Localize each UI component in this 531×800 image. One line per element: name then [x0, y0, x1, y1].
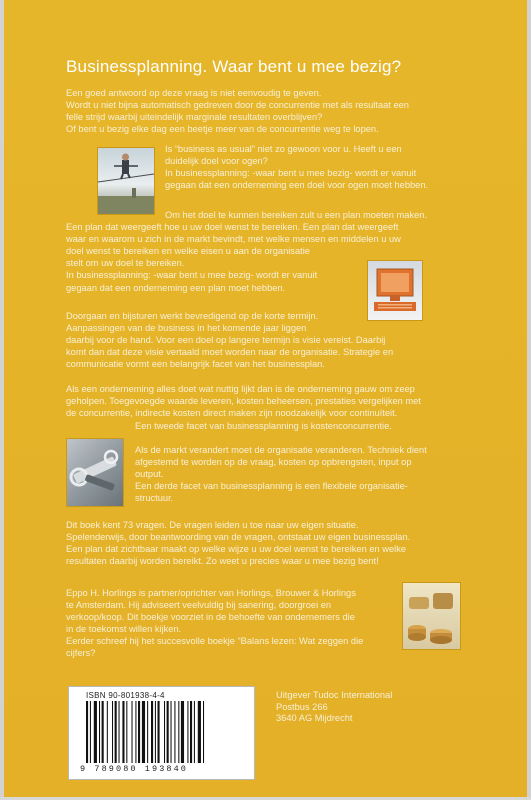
publisher-name: Uitgever Tudoc International — [276, 690, 393, 700]
coins-image — [402, 582, 461, 650]
barcode-bar — [155, 701, 156, 763]
text-line: In businessplanning: -waar bent u mee bezig- wordt er vanuit — [66, 270, 318, 281]
barcode-bar — [122, 701, 124, 763]
author-paragraph — [66, 587, 363, 660]
barcode-bar — [198, 701, 201, 763]
barcode-bar — [115, 701, 117, 763]
barcode-bar — [187, 701, 188, 763]
cost-facet-line — [135, 420, 392, 432]
isbn-number: ISBN 90-801938-4-4 — [86, 691, 165, 700]
barcode-bar — [194, 701, 195, 763]
tightrope-walker-image — [97, 147, 155, 215]
barcode-bar — [99, 701, 100, 763]
text-line: de concurrentie, indirecte kosten direct maken zijn noodzakelijk voor continuïteit. — [66, 408, 398, 419]
text-line: felle strijd waarbij uiteindelijk marginale resultaten overblijven? — [66, 112, 323, 123]
barcode-bar — [171, 701, 172, 763]
text-line: Een tweede facet van businessplanning is kostenconcurrentie. — [135, 421, 392, 431]
barcode-bar — [119, 701, 120, 763]
text-line: structuur. — [135, 493, 174, 504]
text-line: In businessplanning: -waar bent u mee bezig- wordt er vanuit — [165, 168, 417, 179]
text-line: waar en waarom u zich in de markt bevindt, met welke mensen en middelen u uw — [66, 234, 401, 245]
barcode-digits: 9 789080 193840 — [80, 764, 189, 774]
right-edge — [527, 0, 531, 800]
publisher-city: 3640 AG Mijdrecht — [276, 713, 353, 723]
barcode-bar — [142, 701, 145, 763]
text-line: daarbij voor de hand. Voor een doel op langere termijn is visie vereist. Daarbij — [66, 335, 386, 346]
barcode-bar — [112, 701, 113, 763]
barcode-bar — [102, 701, 104, 763]
text-line: geholpen. Toegevoegde waarde leveren, kosten beheersen, prestaties vergelijken met — [66, 396, 421, 407]
text-line: Aanpassingen van de business in het komende jaar liggen — [66, 323, 307, 334]
intro-paragraph — [66, 87, 409, 135]
text-line: Als de markt verandert moet de organisatie veranderen. Techniek dient — [135, 445, 427, 455]
goal-paragraph — [165, 143, 428, 191]
text-line: Wordt u niet bijna automatisch gedreven door de concurrentie met als resultaat een — [66, 100, 409, 111]
barcode-bar — [164, 701, 165, 763]
text-line: in de toekomst willen kijken. — [66, 624, 182, 635]
text-line: cijfers? — [66, 648, 96, 659]
text-line: Om het doel te kunnen bereiken zult u een plan moeten maken. — [165, 210, 428, 220]
text-line: duidelijk doel voor ogen? — [165, 156, 268, 167]
barcode-bar — [135, 701, 136, 763]
text-line: Een plan dat zichtbaar maakt op welke wijze u uw doel wenst te bereiken en welke — [66, 544, 407, 555]
cover-title: Businessplanning. Waar bent u mee bezig? — [66, 57, 402, 76]
barcode-bar — [190, 701, 192, 763]
book-summary-paragraph — [66, 519, 410, 567]
text-line: afgestemd te worden op de vraag, kosten op opbrengsten, input op — [135, 457, 412, 468]
text-line: doel wenst te bereiken en welke eisen u aan de organisatie — [66, 246, 310, 257]
barcode-bar — [138, 701, 140, 763]
text-line: gegaan dat een onderneming een plan moet hebben. — [66, 282, 286, 293]
left-edge — [0, 0, 4, 800]
tools-image — [66, 438, 124, 507]
text-line: Een plan dat weergeeft hoe u uw doel wenst te bereiken. Een plan dat weergeeft — [66, 222, 399, 233]
barcode-bar — [86, 701, 88, 763]
barcode-bar — [90, 701, 91, 763]
text-line: Dit boek kent 73 vragen. De vragen leiden u toe naar uw eigen situatie. — [66, 520, 359, 530]
barcode-bar — [126, 701, 127, 763]
text-line: Als een onderneming alles doet wat nuttig lijkt dan is de onderneming gauw om zeep — [66, 384, 415, 394]
publisher-address — [276, 690, 392, 725]
barcode-bar — [203, 701, 204, 763]
text-line: communicatie vormt een belangrijk facet van het businessplan. — [66, 359, 325, 370]
text-line: resultaten daarbij worden bereikt. Zo weet u precies waar u mee bezig bent! — [66, 556, 379, 567]
text-line: verkoop/koop. Dit boekje voorziet in de behoefte van ondernemers die — [66, 612, 355, 623]
barcode-bar — [147, 701, 148, 763]
barcode-bar — [151, 701, 153, 763]
text-line: Een goed antwoord op deze vraag is niet eenvoudig te geven. — [66, 88, 322, 98]
barcode-bar — [94, 701, 97, 763]
text-line: Doorgaan en bijsturen werkt bevredigend op de korte termijn. — [66, 311, 319, 321]
barcode-bar — [174, 701, 175, 763]
text-line: Spelenderwijs, door beantwoording van de vragen, ontstaat uw eigen businessplan. — [66, 532, 411, 543]
barcode-bar — [132, 701, 133, 763]
text-line: stelt om uw doel te bereiken. — [66, 258, 185, 269]
strategy-paragraph — [66, 310, 393, 370]
text-line: Of bent u bezig elke dag een beetje meer van de concurrentie weg te lopen. — [66, 124, 379, 135]
organisation-paragraph — [135, 444, 427, 504]
publisher-postbox: Postbus 266 — [276, 701, 328, 712]
cost-paragraph — [66, 383, 421, 419]
barcode-bar — [107, 701, 108, 763]
text-line: Eerder schreef hij het succesvolle boekje “Balans lezen: Wat zeggen die — [66, 636, 364, 647]
text-line: te Amsterdam. Hij adviseert veelvuldig bij sanering, doorgroei en — [66, 600, 332, 611]
barcode-bar — [158, 701, 160, 763]
text-line: Eppo H. Horlings is partner/oprichter van Horlings, Brouwer & Horlings — [66, 588, 356, 598]
text-line: output. — [135, 469, 164, 480]
text-line: Een derde facet van businessplanning is een flexibele organisatie- — [135, 481, 408, 492]
barcode-bar — [167, 701, 169, 763]
text-line: gegaan dat een onderneming een doel voor ogen moet hebben. — [165, 180, 429, 191]
barcode-bar — [181, 701, 184, 763]
barcode — [84, 701, 244, 763]
text-line: Is “business as usual” niet zo gewoon voor u. Heeft u een — [165, 144, 402, 154]
barcode-bar — [178, 701, 179, 763]
text-line: komt dan dat deze visie vertaald moet worden naar de organisatie. Strategie en — [66, 347, 394, 358]
